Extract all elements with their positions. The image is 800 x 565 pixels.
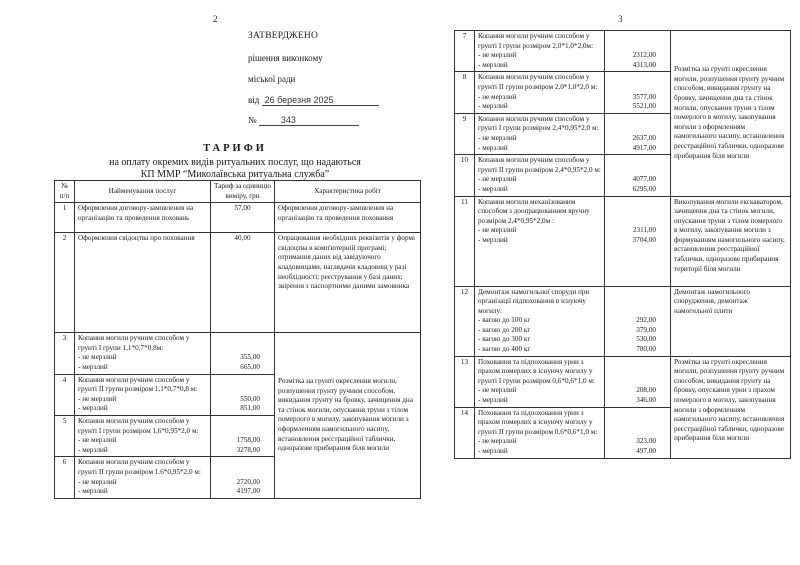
item-price: 4077,00 [632, 175, 656, 184]
tariff-table-continued [454, 30, 791, 459]
date-value: 26 березня 2025 [262, 96, 379, 106]
table-row [455, 356, 791, 407]
date-prefix: від [248, 95, 260, 105]
service-name: Копання могили ручним способом у грунті I групи розміром 2,0*1,0*2,0м: [478, 32, 594, 50]
service-name: Копання могили ручним способом у грунті II групи розміром 1,1*0,7*0,8 м: [78, 375, 198, 394]
item-price: 2312,00 [632, 51, 656, 60]
row-service [475, 407, 605, 458]
row-service [75, 457, 211, 498]
document-title: ТАРИФИ [203, 143, 267, 154]
item-label: - не мерзлий [478, 226, 517, 235]
header-tariff: Тариф за одиницю виміру, грн [211, 181, 275, 203]
row-price: 57,00 [211, 203, 275, 233]
item-price: 208,00 [636, 386, 656, 395]
item-price: 780,00 [636, 345, 656, 354]
row-num: 12 [455, 286, 475, 356]
row-prices [211, 333, 275, 374]
service-name: Копання могили механізованим способом з доопрацюванням вручну розміром 2,4*0,95*2,0м : [478, 197, 590, 225]
page-number: 2 [213, 14, 218, 24]
item-label: - мерзлий [478, 396, 508, 405]
item-label: - мерзлий [478, 184, 508, 193]
approval-line: рішення виконкому [248, 53, 323, 63]
row-description: Викопування могили екскаватором, зачищення дна та стінок могили, опускання труни з тілом померлого в могилу, закопування могили з формуванням намогильного насипу, встановлення реєстраційної таблички, одноразове прибирання території біля могили [671, 196, 791, 286]
service-name: Копання могили ручним способом у грунті II групи розміром 2,4*0,95*2,0 м: [478, 156, 601, 174]
item-label: - не мерзлий [478, 92, 517, 101]
item-label: - не мерзлий [478, 51, 517, 60]
item-price: 4197,00 [236, 487, 260, 496]
item-price: 665,00 [240, 362, 260, 371]
item-price: 2311,00 [632, 226, 656, 235]
item-label: - мерзлий [478, 235, 508, 244]
item-price: 851,00 [240, 404, 260, 413]
item-label: - не мерзлий [78, 353, 117, 362]
item-price: 3704,00 [632, 235, 656, 244]
item-label: - не мерзлий [78, 436, 117, 445]
row-prices [605, 72, 671, 113]
row-num: 6 [55, 457, 75, 498]
item-price: 5521,00 [632, 102, 656, 111]
row-prices [605, 196, 671, 286]
row-service [475, 31, 605, 72]
item-label: - мерзлий [78, 487, 108, 496]
row-service [475, 155, 605, 196]
row-prices [605, 407, 671, 458]
row-service [475, 196, 605, 286]
item-price: 292,00 [636, 316, 656, 325]
page-number: 3 [618, 14, 623, 24]
item-label: - не мерзлий [78, 394, 117, 403]
number-prefix: № [248, 115, 257, 125]
row-prices [605, 286, 671, 356]
table-header-row [55, 181, 421, 203]
item-price: 1758,00 [236, 436, 260, 445]
item-price: 379,00 [636, 325, 656, 334]
row-description: Опрацювання необхідних реквізитів у формі свідоцтва в комп'ютерній програмі; отримання даних від завідуючого кладовищами, наглядачів кладовищ у разі необхідності; реєстрування у базі даних; звірення з паспортними даними замовника [275, 233, 421, 333]
row-prices [605, 113, 671, 154]
row-prices [211, 374, 275, 415]
number-value: 343 [259, 116, 359, 126]
item-label: - вагою до 400 кг [478, 345, 531, 354]
row-prices [211, 457, 275, 498]
item-price: 355,00 [240, 353, 260, 362]
row-num: 14 [455, 407, 475, 458]
service-name: Поховання та підпоховання урни з прахом померлих в існуючу могилу у грунті I групи розміром 0,6*0,6*1,0 м: [478, 357, 595, 385]
item-label: - не мерзлий [478, 133, 517, 142]
header-num: № п/п [55, 181, 75, 203]
item-label: - мерзлий [78, 362, 108, 371]
row-prices [605, 31, 671, 72]
row-prices [605, 356, 671, 407]
row-num: 3 [55, 333, 75, 374]
service-name: Копання могили ручним способом у грунті II групи розміром 2,0*1,0*2,0 м: [478, 73, 598, 91]
item-label: - мерзлий [478, 60, 508, 69]
row-service: Оформлення договору-замовлення на організацію та проведення поховань [75, 203, 211, 233]
row-num: 9 [455, 113, 475, 154]
approval-title: ЗАТВЕРДЖЕНО [248, 31, 319, 41]
row-num: 10 [455, 155, 475, 196]
row-service [475, 356, 605, 407]
row-description: Оформлення договору-замовлення на організацію та проведення поховання [275, 203, 421, 233]
row-num: 11 [455, 196, 475, 286]
service-name: Копання могили ручним способом у грунті I групи розміром 1,6*0,95*2,0 м: [78, 416, 199, 435]
table-row [455, 286, 791, 356]
row-description-merged: Розмітка на грунті окреслення могили, розпушення грунту ручним способом, викидання грунту на бровку, опускання урни з прахом померлого в могилу, закопування могили з оформленням намогильного насипу, встановлення реєстраційної таблички, одноразове прибирання біля могили [671, 356, 791, 458]
item-label: - мерзлий [478, 447, 508, 455]
item-price: 550,00 [240, 394, 260, 403]
item-label: - вагою до 100 кг [478, 316, 531, 325]
table-row [55, 333, 421, 374]
row-description-merged: Розмітка на грунті окреслення могили, розпушення грунту ручним способом, викидання грунту на бровку, зачищення дна та стінок могили, опускання труни з тілом померлого в могилу, закопування могили з оформленням намогильного насипу, встановлення реєстраційної таблички, одноразове прибирання біля могили [275, 333, 421, 499]
row-description-merged: Розмітка на грунті окреслення могили, розпушення грунту ручним способом, викидання грунту на бровку, зачищення дна та стінок могили, опускання труни з тілом померлого в могилу, закопування могили з оформленням намогильного насипу, встановлення реєстраційної таблички, одноразове прибирання біля могили [671, 31, 791, 197]
item-price: 2637,00 [632, 133, 656, 142]
row-prices [211, 415, 275, 456]
table-row [455, 196, 791, 286]
row-num: 1 [55, 203, 75, 233]
page-3 [440, 0, 800, 565]
document-subtitle: на оплату окремих видів ритуальних послуг, що надаються [109, 157, 361, 168]
item-price: 4313,00 [632, 60, 656, 69]
item-label: - не мерзлий [478, 386, 517, 395]
row-service [475, 113, 605, 154]
row-service [475, 286, 605, 356]
item-price: 2720,00 [236, 477, 260, 486]
row-service: Оформлення свідоцтва про поховання [75, 233, 211, 333]
service-name: Копання могили ручним способом у грунті I групи розміром 2,4*0,95*2,0 м: [478, 114, 599, 133]
row-num: 13 [455, 356, 475, 407]
row-num: 4 [55, 374, 75, 415]
item-price: 530,00 [636, 335, 656, 344]
service-name: Копання могили ручним способом у грунті I групи 1,1*0,7*0,8м: [78, 334, 190, 352]
header-description: Характеристика робіт [275, 181, 421, 203]
item-price: 323,00 [636, 437, 656, 446]
approval-line: міської ради [248, 74, 296, 84]
item-label: - мерзлий [478, 143, 508, 152]
item-price: 4917,00 [632, 143, 656, 152]
tariff-table [54, 180, 421, 499]
item-price: 497,00 [636, 447, 656, 455]
row-service [75, 415, 211, 456]
row-service [75, 333, 211, 374]
item-label: - вагою до 300 кг [478, 335, 531, 344]
row-num: 7 [455, 31, 475, 72]
item-label: - мерзлий [78, 404, 108, 413]
row-num: 8 [455, 72, 475, 113]
item-label: - не мерзлий [78, 477, 117, 486]
approval-date [248, 96, 379, 106]
item-label: - мерзлий [78, 445, 108, 454]
row-description: Демонтаж намогильного спорудження, демонтаж намогильної плити [671, 286, 791, 356]
approval-number [248, 116, 359, 126]
table-row [455, 31, 791, 72]
row-num: 2 [55, 233, 75, 333]
table-row [55, 203, 421, 233]
item-label: - не мерзлий [478, 437, 517, 446]
row-service [75, 374, 211, 415]
item-price: 346,00 [636, 396, 656, 405]
item-label: - вагою до 200 кг [478, 325, 531, 334]
document-subtitle-org: КП ММР “Миколаївська ритуальна служба” [140, 169, 330, 180]
item-price: 6295,00 [632, 184, 656, 193]
service-name: Поховання та підпоховання урни з прахом померлих в існуючу могилу у грунті II групи розміром 0,6*0,6*1,0 м: [478, 408, 598, 436]
service-name: Копання могили ручним способом у грунті II групи розміром 1.6*0,95*2,0 м: [78, 458, 201, 476]
service-name: Демонтаж намогильної споруди при організації підпоховання в існуючу могилу: [478, 287, 590, 315]
table-row [55, 233, 421, 333]
item-price: 3278,00 [236, 445, 260, 454]
item-label: - мерзлий [478, 102, 508, 111]
item-label: - не мерзлий [478, 175, 517, 184]
row-service [475, 72, 605, 113]
row-price: 40,00 [211, 233, 275, 333]
row-prices [605, 155, 671, 196]
item-price: 3577,00 [632, 92, 656, 101]
row-num: 5 [55, 415, 75, 456]
header-service: Найменування послуг [75, 181, 211, 203]
